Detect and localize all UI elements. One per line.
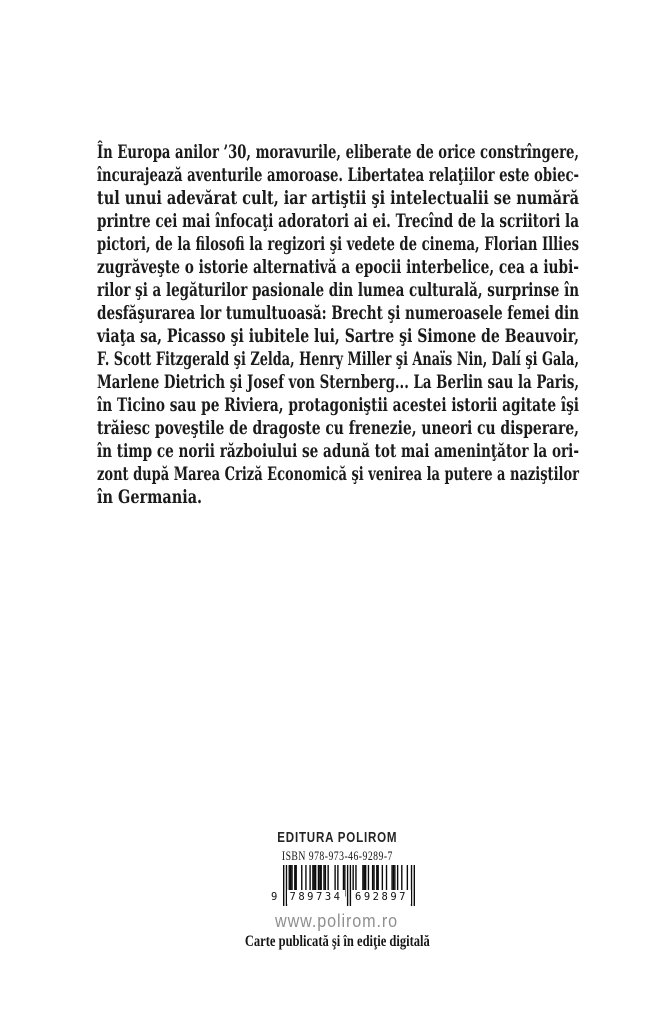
digital-edition-note — [14, 933, 660, 951]
description-line-text: în Germania. — [97, 487, 203, 508]
description-line — [97, 417, 579, 440]
description-line-text: Marlene Dietrich şi Josef von Sternberg... La Berlin sau la Paris, — [97, 372, 579, 393]
publisher-name — [14, 830, 660, 846]
publisher-website — [14, 911, 660, 932]
description-line — [97, 210, 579, 233]
description-line-text: În Europa anilor ’30, moravurile, eliberate de orice constrîngere, — [97, 142, 579, 163]
description-line — [97, 279, 579, 302]
publisher-name-text: EDITURA POLIROM — [276, 830, 397, 846]
digital-edition-note-text: Carte publicată şi în ediţie digitală — [244, 933, 430, 950]
description-line — [97, 233, 579, 256]
description-line-text: încurajează aventurile amoroase. Libertatea relaţiilor este obiec- — [97, 165, 579, 186]
description-line-text: viaţa sa, Picasso şi iubitele lui, Sartre şi Simone de Beauvoir, — [97, 326, 579, 347]
description-line — [97, 164, 579, 187]
isbn-number-text: ISBN 978-973-46-9289-7 — [281, 849, 393, 863]
description-line-text: zont după Marea Criză Economică şi venirea la putere a naziştilor — [97, 464, 579, 485]
publisher-website-text: www.polirom.ro — [275, 911, 399, 931]
description-line — [97, 371, 579, 394]
description-line-last — [97, 486, 579, 509]
description-line-text: desfăşurarea lor tumultuoasă: Brecht şi numeroasele femei din — [97, 303, 579, 324]
description-line-text: pictori, de la filosofi la regizori şi vedete de cinema, Florian Illies — [97, 234, 579, 255]
ean13-barcode — [271, 865, 415, 906]
description-line — [97, 187, 579, 210]
barcode-lead-digit: 9 — [271, 891, 278, 903]
description-line — [97, 302, 579, 325]
description-line-text: zugrăveşte o istorie alternativă a epocii interbelice, cea a iubi- — [97, 257, 579, 278]
description-line — [97, 325, 579, 348]
description-line — [97, 394, 579, 417]
description-line-text: în Ticino sau pe Riviera, protagoniştii acestei istorii agitate îşi — [97, 395, 579, 416]
book-description — [97, 141, 579, 509]
description-line-text: rilor şi a legăturilor pasionale din lumea culturală, surprinse în — [97, 280, 579, 301]
barcode-left-group: 789734 — [287, 890, 345, 904]
description-line — [97, 141, 579, 164]
barcode-right-group: 692897 — [352, 890, 411, 904]
description-line — [97, 256, 579, 279]
isbn-number — [14, 849, 660, 864]
description-line-text: trăiesc poveştile de dragoste cu frenezie, uneori cu disperare, — [97, 418, 579, 439]
description-line — [97, 463, 579, 486]
description-line-text: printre cei mai înfocaţi adoratori ai ei. Trecînd de la scriitori la — [97, 211, 579, 232]
description-line-text: tul unui adevărat cult, iar artiştii şi intelectualii se numără — [97, 188, 579, 209]
description-line — [97, 440, 579, 463]
description-line-text: în timp ce norii războiului se adună tot mai ameninţător la ori- — [97, 441, 579, 462]
description-line-text: F. Scott Fitzgerald şi Zelda, Henry Miller şi Anaïs Nin, Dalí şi Gala, — [97, 349, 579, 370]
description-line — [97, 348, 579, 371]
